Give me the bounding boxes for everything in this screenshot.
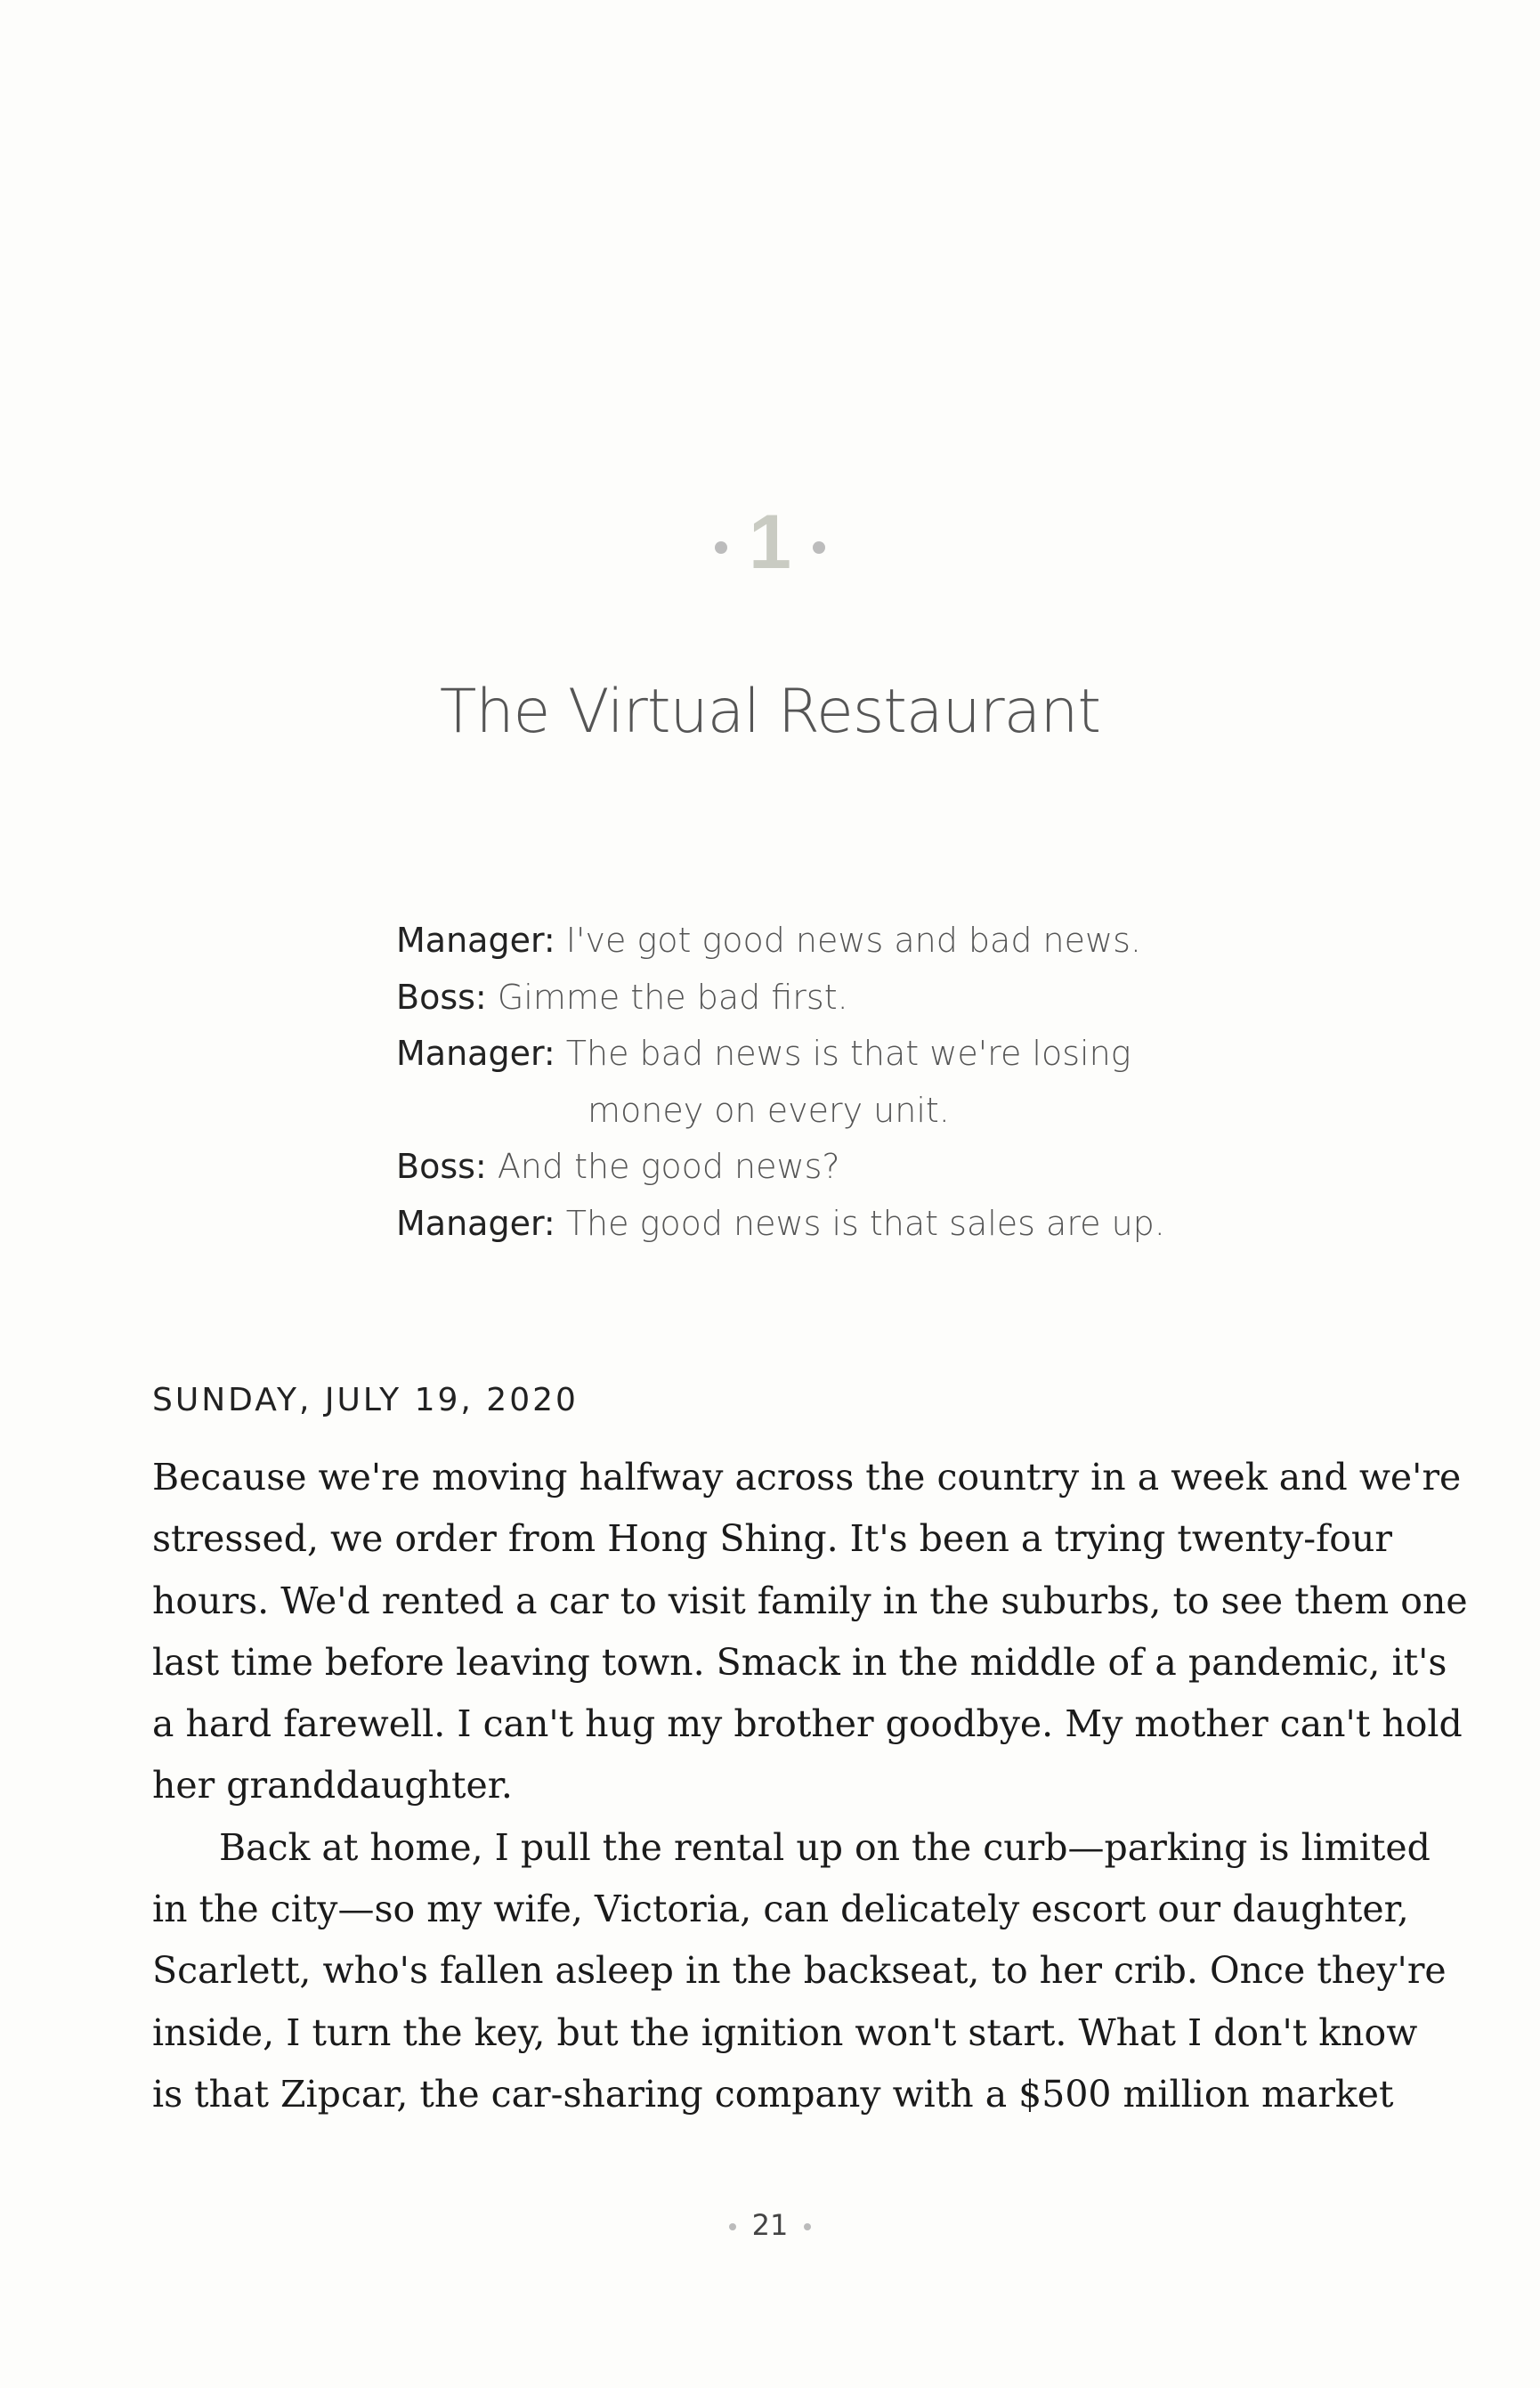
body-line: a hard farewell. I can't hug my brother goodbye. My mother can't hold <box>152 1702 1463 1746</box>
dot-ornament <box>715 541 727 554</box>
epigraph-line: Manager: The good news is that sales are up. <box>396 1203 1165 1243</box>
dot-ornament <box>813 541 825 554</box>
epigraph-line: Boss: Gimme the bad first. <box>396 977 848 1017</box>
epigraph-line: Boss: And the good news? <box>396 1147 840 1186</box>
page-number: 21 <box>0 2208 1540 2242</box>
body-line: last time before leaving town. Smack in the middle of a pandemic, it's <box>152 1640 1447 1684</box>
epigraph-line: money on every unit. <box>588 1090 950 1130</box>
body-line: stressed, we order from Hong Shing. It's been a trying twenty-four <box>152 1517 1392 1561</box>
body-text <box>152 1447 1468 2125</box>
body-line: her granddaughter. <box>152 1764 513 1807</box>
chapter-title: The Virtual Restaurant <box>439 677 1101 747</box>
body-line: Back at home, I pull the rental up on the curb—parking is limited <box>219 1825 1431 1869</box>
body-line: hours. We'd rented a car to visit family in the suburbs, to see them one <box>152 1579 1468 1622</box>
body-line: inside, I turn the key, but the ignition won't start. What I don't know <box>152 2010 1418 2054</box>
body-line: Because we're moving halfway across the country in a week and we're <box>152 1456 1462 1499</box>
date-heading: SUNDAY, JULY 19, 2020 <box>152 1382 579 1418</box>
body-line: is that Zipcar, the car-sharing company with a $500 million market <box>152 2072 1394 2116</box>
dot-ornament <box>729 2223 736 2230</box>
chapter-number: 1 <box>0 499 1540 587</box>
epigraph-line: Manager: I've got good news and bad news. <box>396 921 1141 960</box>
body-line: in the city—so my wife, Victoria, can delicately escort our daughter, <box>152 1888 1409 1931</box>
epigraph-line: Manager: The bad news is that we're losing <box>396 1034 1131 1073</box>
dot-ornament <box>804 2223 811 2230</box>
epigraph <box>396 913 1165 1252</box>
body-line: Scarlett, who's fallen asleep in the backseat, to her crib. Once they're <box>152 1949 1447 1993</box>
